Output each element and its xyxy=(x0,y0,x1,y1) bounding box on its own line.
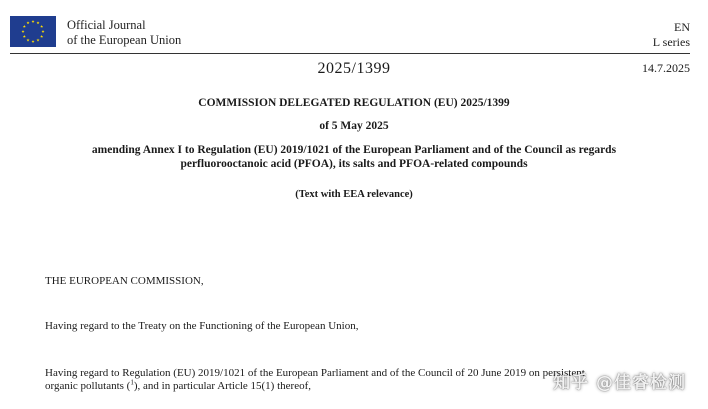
journal-name xyxy=(67,18,181,48)
eea-relevance: (Text with EEA relevance) xyxy=(295,189,413,200)
journal-name-line1: Official Journal xyxy=(67,18,146,32)
eu-flag-icon xyxy=(10,16,56,47)
watermark: 知乎 @佳睿检测 xyxy=(553,373,686,393)
regulation-subject: amending Annex I to Regulation (EU) 2019/1021 of the European Parliament and of the Council as regards perfluorooctanoic acid (PFOA), its salts and PFOA-related compounds xyxy=(91,144,617,170)
footnote-link[interactable]: 1 xyxy=(130,378,134,387)
recital-treaty: Having regard to the Treaty on the Functioning of the European Union, xyxy=(45,320,359,332)
journal-name-line2: of the European Union xyxy=(67,33,182,47)
regulation-date: of 5 May 2025 xyxy=(319,120,389,132)
oj-number: 2025/1399 xyxy=(317,60,391,77)
language-code: EN xyxy=(674,20,690,34)
header-divider xyxy=(10,53,690,54)
publication-date: 14.7.2025 xyxy=(642,61,690,75)
series-label: L series xyxy=(652,35,690,49)
recital-regulation-line1: Having regard to Regulation (EU) 2019/1021 of the European Parliament and of the Council of 20 June 2019 on persistent xyxy=(45,367,585,379)
preamble: THE EUROPEAN COMMISSION, xyxy=(45,275,204,287)
recital-text-pre: organic pollutants ( xyxy=(45,380,131,392)
language-series xyxy=(653,20,690,50)
regulation-title: COMMISSION DELEGATED REGULATION (EU) 2025/1399 xyxy=(198,97,510,109)
recital-text-post: ), and in particular Article 15(1) thereof, xyxy=(133,380,311,392)
